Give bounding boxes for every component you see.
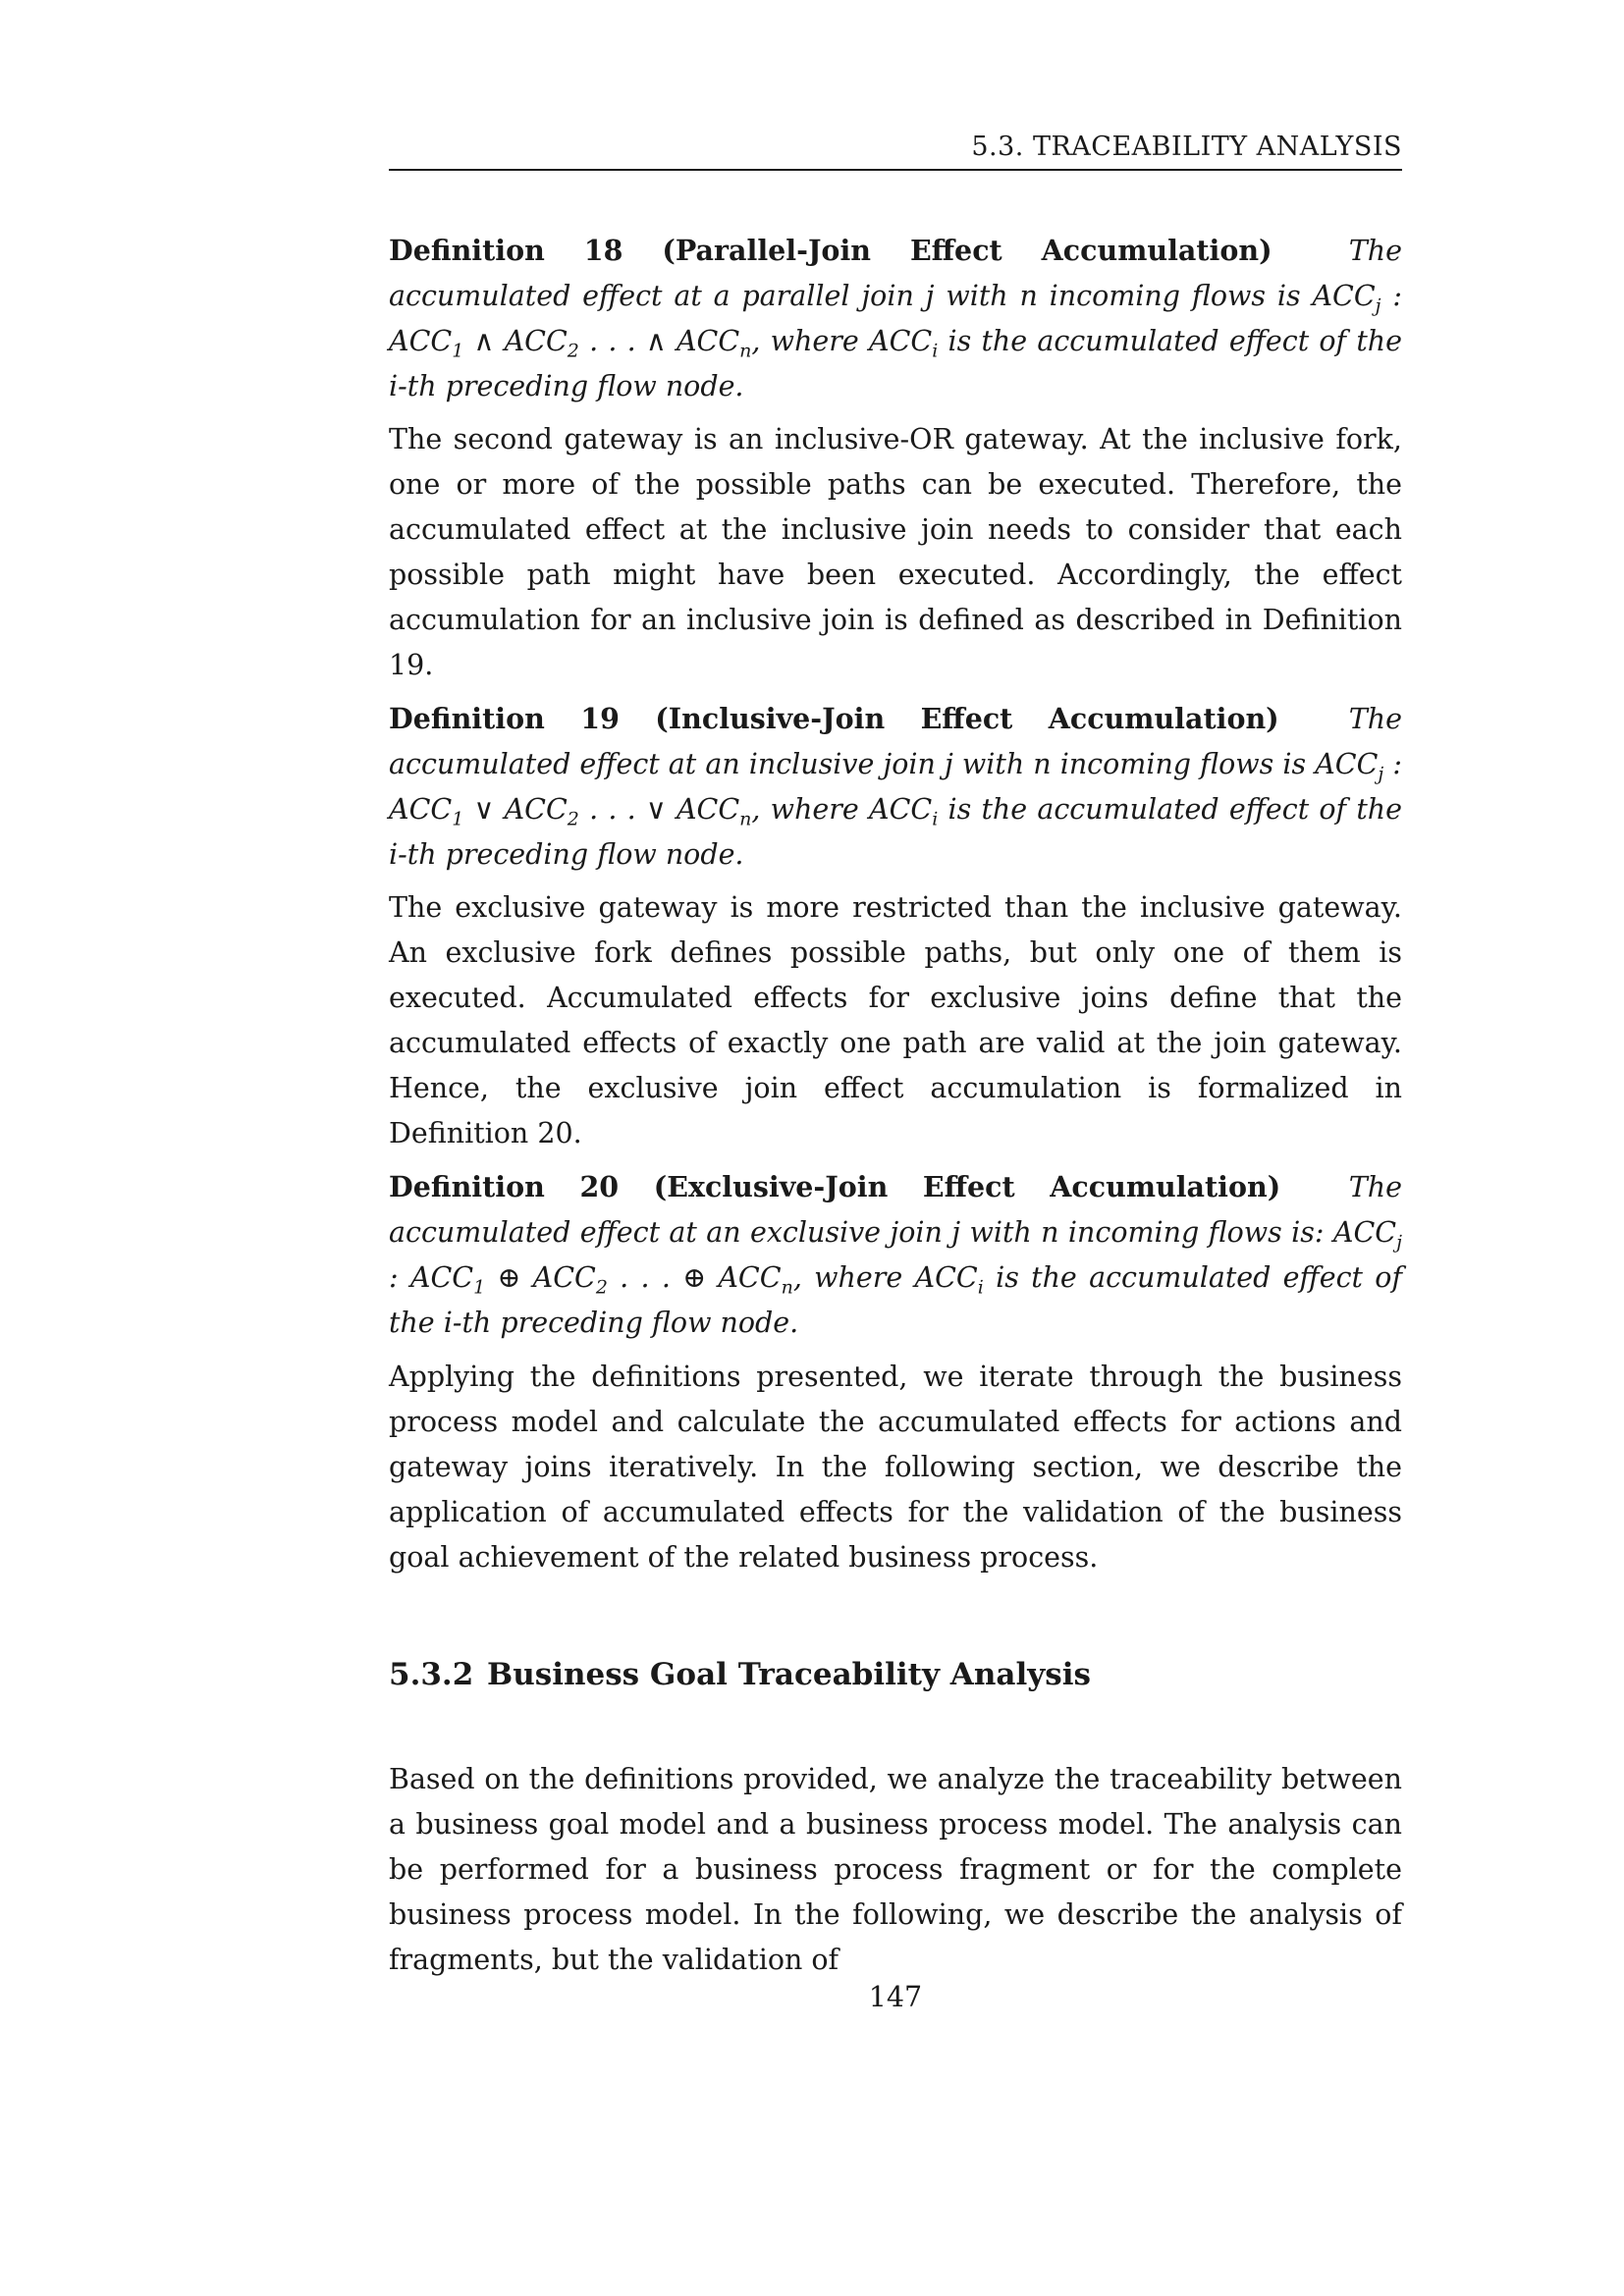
math-term: ACC: [914, 1261, 978, 1294]
math-subscript: 1: [452, 340, 464, 362]
definition-19-title: Definition 19 (Inclusive-Join Effect Accumulation): [389, 702, 1279, 735]
math-term: . . . ⊕ ACC: [607, 1261, 782, 1294]
section-heading: [389, 1657, 1091, 1692]
section-title: Business Goal Traceability Analysis: [487, 1657, 1091, 1692]
math-subscript: j: [1396, 1231, 1402, 1254]
definition-20-title: Definition 20 (Exclusive-Join Effect Accumulation): [389, 1170, 1281, 1203]
definition-18-text: is the accumulated effect of the i-th preceding flow node.: [389, 325, 1402, 402]
math-term: ACC: [869, 325, 933, 357]
definition-18-text: , where: [751, 325, 869, 357]
definition-20-text: The accumulated effect at an exclusive join j with n incoming flows is:: [389, 1171, 1402, 1249]
section-number: 5.3.2: [389, 1657, 474, 1692]
math-term: ACC: [1312, 280, 1376, 312]
paragraph-4: Based on the definitions provided, we analyze the traceability between a business goal model and a business process model. The analysis can be performed for a business process fragment or for the complete business process model. In the following, we describe the analysis of fragments, but the validation of: [389, 1763, 1402, 1976]
paragraph-2: The exclusive gateway is more restricted than the inclusive gateway. An exclusive fork defines possible paths, but only one of them is executed. Accumulated effects for exclusive joins define that the accumulated effects of exactly one path are valid at the join gateway. Hence, the exclusive join effect accumulation is formalized in Definition 20.: [389, 891, 1402, 1149]
math-subscript: 1: [452, 808, 464, 830]
math-subscript: i: [977, 1276, 984, 1299]
math-term: . . . ∧ ACC: [578, 325, 740, 357]
math-term: ∧ ACC: [463, 325, 568, 357]
definition-18-title: Definition 18 (Parallel-Join Effect Accumulation): [389, 234, 1272, 267]
page-number: 147: [868, 1981, 923, 2013]
definition-20-text: , where: [792, 1261, 915, 1294]
math-term: : ACC: [389, 280, 1402, 357]
math-term: ACC: [1315, 748, 1379, 780]
math-term: ACC: [869, 793, 933, 826]
definition-18: [389, 228, 1402, 409]
math-term: . . . ∨ ACC: [578, 793, 740, 826]
math-subscript: i: [932, 808, 939, 830]
math-acc-i: [869, 793, 939, 830]
math-subscript: n: [739, 340, 752, 362]
math-subscript: 2: [567, 808, 579, 830]
math-subscript: 2: [567, 340, 579, 362]
paragraph-3: Applying the definitions presented, we iterate through the business process model and calculate the accumulated effects for actions and gateway joins iteratively. In the following section, we describe the application of accumulated effects for the validation of the business goal achievement of the related business process.: [389, 1361, 1402, 1574]
math-subscript: n: [739, 808, 752, 830]
header-rule: [389, 169, 1402, 171]
math-term: ACC: [1332, 1216, 1397, 1249]
math-acc-i: [869, 325, 939, 362]
math-term: ∨ ACC: [463, 793, 568, 826]
definition-20-text: is the accumulated effect of the i-th preceding flow node.: [389, 1261, 1402, 1339]
definition-20: [389, 1164, 1402, 1346]
math-subscript: j: [1375, 294, 1381, 317]
paragraph-1: The second gateway is an inclusive-OR gateway. At the inclusive fork, one or more of the possible paths can be executed. Therefore, the accumulated effect at the inclusive join needs to consider that each possible path might have been executed. Accordingly, the effect accumulation for an inclusive join is defined as described in Definition 19.: [389, 423, 1402, 681]
running-head: 5.3. TRACEABILITY ANALYSIS: [971, 132, 1402, 162]
definition-19-text: The accumulated effect at an inclusive join j with n incoming flows is: [389, 703, 1402, 780]
math-term: ⊕ ACC: [485, 1261, 596, 1294]
definition-19-text: is the accumulated effect of the i-th preceding flow node.: [389, 793, 1402, 871]
math-subscript: j: [1378, 763, 1384, 785]
definition-19: [389, 696, 1402, 878]
math-subscript: 2: [595, 1276, 608, 1299]
math-subscript: 1: [473, 1276, 486, 1299]
definition-19-text: , where: [751, 793, 869, 826]
math-term: : ACC: [389, 748, 1402, 826]
math-subscript: i: [932, 340, 939, 362]
math-subscript: n: [781, 1276, 793, 1299]
math-acc-i: [914, 1261, 984, 1299]
math-term: : ACC: [389, 1261, 474, 1294]
definition-18-text: The accumulated effect at a parallel join j with n incoming flows is: [389, 235, 1402, 312]
